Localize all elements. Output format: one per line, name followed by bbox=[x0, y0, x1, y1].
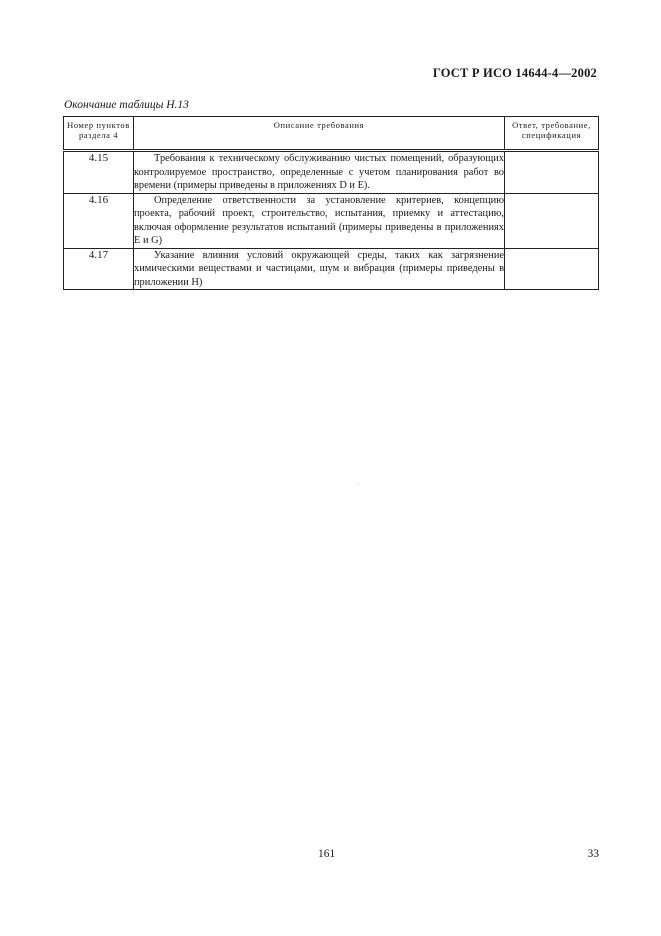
row-number-cell: 4.16 bbox=[64, 193, 134, 248]
column-header-answer: Ответ, требование, спецификация bbox=[505, 117, 599, 151]
table-row bbox=[64, 151, 599, 194]
document-code-header: ГОСТ Р ИСО 14644-4—2002 bbox=[432, 66, 597, 80]
row-number-cell: 4.17 bbox=[64, 248, 134, 290]
requirements-table bbox=[63, 116, 599, 290]
page-number-center: 161 bbox=[318, 848, 336, 860]
row-description-cell: Требования к техническому обслуживанию чистых помещений, образующих контролируемое пространство, определенные с учетом планирования работ во времени (примеры приведены в приложениях D и Е). bbox=[134, 151, 505, 194]
table-row bbox=[64, 248, 599, 290]
table-header-row bbox=[64, 117, 599, 151]
table-row bbox=[64, 193, 599, 248]
row-answer-cell bbox=[505, 151, 599, 194]
row-description-cell: Указание влияния условий окружающей среды, таких как загрязнение химическими веществами и частицами, шум и вибрация (примеры приведены в приложении Н) bbox=[134, 249, 504, 288]
column-header-description: Описание требования bbox=[134, 117, 505, 151]
row-number-cell: 4.15 bbox=[64, 151, 134, 194]
row-description-cell: Определение ответственности за установление критериев, концепцию проекта, рабочий проект, строительство, испытания, приемку и аттестацию, включая оформление результатов испытаний (примеры приведены в приложениях Е и G) bbox=[134, 194, 504, 246]
row-answer-cell bbox=[505, 248, 599, 290]
row-answer-cell bbox=[505, 193, 599, 248]
column-header-number: Номер пунктов раздела 4 bbox=[64, 117, 134, 151]
scan-speck bbox=[358, 483, 359, 484]
table-caption: Окончание таблицы Н.13 bbox=[64, 99, 189, 111]
page-number-right: 33 bbox=[587, 848, 599, 860]
